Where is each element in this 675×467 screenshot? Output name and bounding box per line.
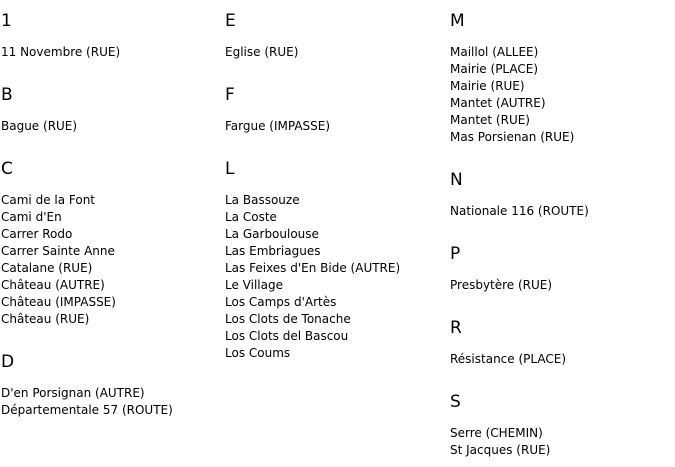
street-item[interactable]: Los Coums xyxy=(225,346,291,360)
index-column-1 xyxy=(1,0,226,419)
letter-group-b xyxy=(1,85,226,135)
index-column-2 xyxy=(225,0,450,362)
street-item[interactable]: Bague (RUE) xyxy=(1,119,78,133)
street-item[interactable]: Los Camps d'Artès xyxy=(225,295,337,309)
street-item[interactable]: Cami d'En xyxy=(1,210,62,224)
street-item[interactable]: 11 Novembre (RUE) xyxy=(1,45,121,59)
street-item[interactable]: Mantet (AUTRE) xyxy=(450,96,546,110)
letter-group-n xyxy=(450,170,675,220)
letter-group-c xyxy=(1,159,226,328)
street-list xyxy=(450,44,675,146)
letter-group-f xyxy=(225,85,450,135)
letter-heading: L xyxy=(225,159,235,179)
letter-heading: N xyxy=(450,170,463,190)
street-list xyxy=(1,192,226,328)
street-item[interactable]: Los Clots del Bascou xyxy=(225,329,349,343)
street-list xyxy=(1,385,226,419)
street-item[interactable]: St Jacques (RUE) xyxy=(450,443,551,457)
street-item[interactable]: Mairie (RUE) xyxy=(450,79,525,93)
street-item[interactable]: La Bassouze xyxy=(225,193,300,207)
street-item[interactable]: Maillol (ALLEE) xyxy=(450,45,539,59)
letter-group-e xyxy=(225,11,450,61)
street-item[interactable]: Cami de la Font xyxy=(1,193,96,207)
letter-heading: S xyxy=(450,392,461,412)
letter-heading: F xyxy=(225,85,235,105)
street-list xyxy=(450,277,675,294)
letter-group-1 xyxy=(1,11,226,61)
letter-heading: R xyxy=(450,318,462,338)
street-list xyxy=(450,351,675,368)
letter-group-s xyxy=(450,392,675,459)
street-item[interactable]: Mantet (RUE) xyxy=(450,113,530,127)
street-item[interactable]: Catalane (RUE) xyxy=(1,261,93,275)
street-list xyxy=(1,44,226,61)
street-item[interactable]: Mas Porsienan (RUE) xyxy=(450,130,575,144)
street-item[interactable]: Château (AUTRE) xyxy=(1,278,105,292)
street-item[interactable]: Fargue (IMPASSE) xyxy=(225,119,331,133)
street-list xyxy=(225,192,450,362)
street-item[interactable]: Los Clots de Tonache xyxy=(225,312,351,326)
letter-heading: M xyxy=(450,11,465,31)
letter-group-m xyxy=(450,11,675,146)
letter-group-r xyxy=(450,318,675,368)
street-list xyxy=(1,118,226,135)
index-column-3 xyxy=(450,0,675,459)
street-item[interactable]: Carrer Rodo xyxy=(1,227,73,241)
letter-heading: 1 xyxy=(1,11,12,31)
street-item[interactable]: Nationale 116 (ROUTE) xyxy=(450,204,589,218)
street-item[interactable]: Eglise (RUE) xyxy=(225,45,299,59)
letter-group-d xyxy=(1,352,226,419)
street-item[interactable]: Château (IMPASSE) xyxy=(1,295,116,309)
letter-heading: C xyxy=(1,159,13,179)
letter-heading: D xyxy=(1,352,15,372)
street-list xyxy=(225,118,450,135)
letter-group-l xyxy=(225,159,450,362)
street-list xyxy=(450,425,675,459)
street-item[interactable]: Résistance (PLACE) xyxy=(450,352,566,366)
letter-heading: E xyxy=(225,11,236,31)
street-item[interactable]: Départementale 57 (ROUTE) xyxy=(1,403,173,417)
street-item[interactable]: Presbytère (RUE) xyxy=(450,278,553,292)
street-item[interactable]: D'en Porsignan (AUTRE) xyxy=(1,386,145,400)
street-list xyxy=(225,44,450,61)
street-item[interactable]: Le Village xyxy=(225,278,283,292)
letter-group-p xyxy=(450,244,675,294)
street-item[interactable]: La Coste xyxy=(225,210,277,224)
letter-heading: B xyxy=(1,85,13,105)
street-item[interactable]: Serre (CHEMIN) xyxy=(450,426,543,440)
letter-heading: P xyxy=(450,244,461,264)
street-list xyxy=(450,203,675,220)
street-item[interactable]: Château (RUE) xyxy=(1,312,90,326)
street-item[interactable]: La Garboulouse xyxy=(225,227,319,241)
street-item[interactable]: Las Embriagues xyxy=(225,244,321,258)
street-item[interactable]: Las Feixes d'En Bide (AUTRE) xyxy=(225,261,401,275)
street-item[interactable]: Mairie (PLACE) xyxy=(450,62,539,76)
street-item[interactable]: Carrer Sainte Anne xyxy=(1,244,115,258)
